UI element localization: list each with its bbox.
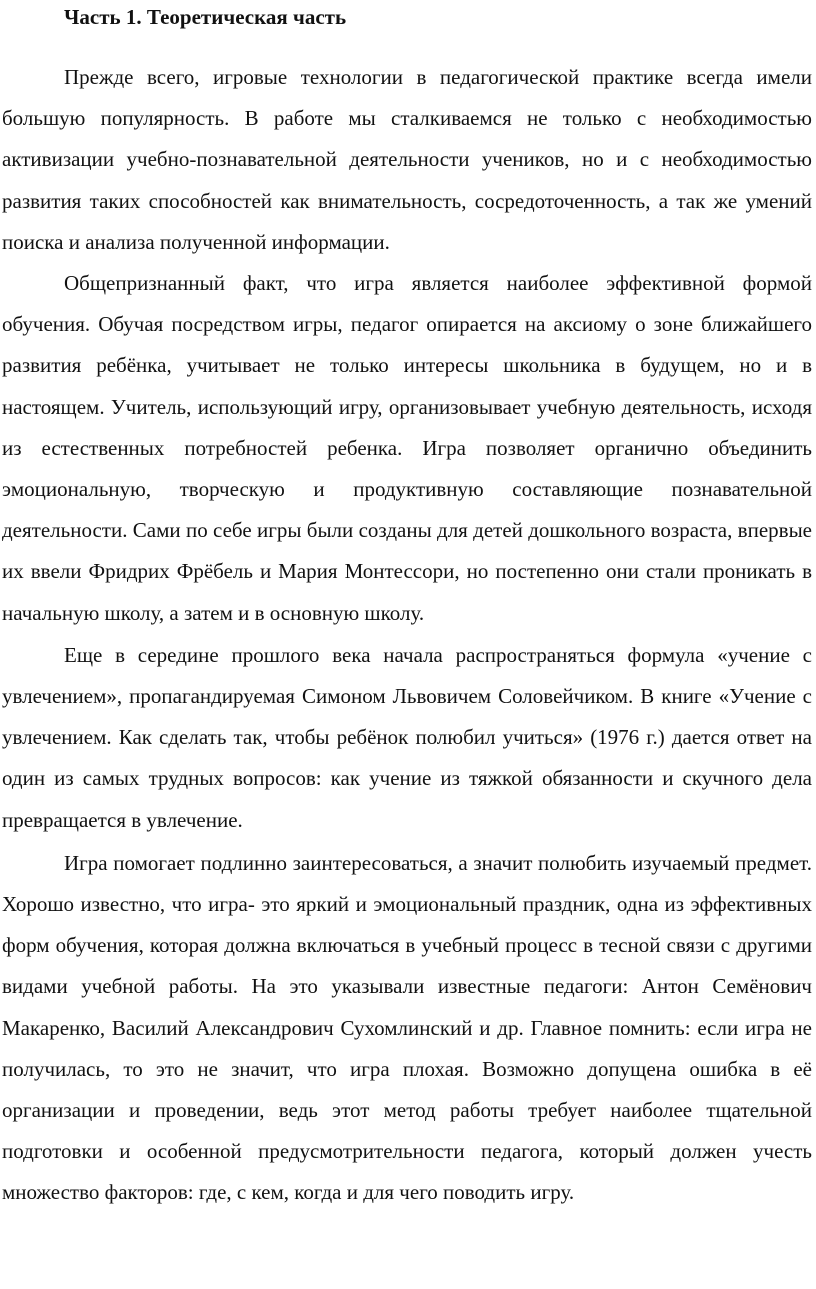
- paragraph-3: Еще в середине прошлого века начала распространяться формула «учение с увлечением», пропагандируемая Симоном Львовичем Соловейчиком. В книге «Учение с увлечением. Как сделать так, чтобы ребёнок полюбил учиться» (1976 г.) дается ответ на один из самых трудных вопросов: как учение из тяжкой обязанности и скучного дела превращается в увлечение.: [2, 642, 812, 832]
- paragraph-2: Общепризнанный факт, что игра является наиболее эффективной формой обучения. Обучая посредством игры, педагог опирается на аксиому о зоне ближайшего развития ребёнка, учитывает не только интересы школьника в будущем, но и в настоящем. Учитель, использующий игру, организовывает учебную деятельность, исходя из естественных потребностей ребенка. Игра позволяет органично объединить эмоциональную, творческую и продуктивную составляющие познавательной деятельности. Сами по себе игры были созданы для детей дошкольного возраста, впервые их ввели Фридрих Фрёбель и Мария Монтессори, но постепенно они стали проникать в начальную школу, а затем и в основную школу.: [2, 271, 812, 625]
- paragraph-1: Прежде всего, игровые технологии в педагогической практике всегда имели большую популярность. В работе мы сталкиваемся не только с необходимостью активизации учебно-познавательной деятельности учеников, но и с необходимостью развития таких способностей как внимательность, сосредоточенность, а так же умений поиска и анализа полученной информации.: [2, 65, 812, 254]
- paragraph-4: Игра помогает подлинно заинтересоваться, а значит полюбить изучаемый предмет. Хорошо известно, что игра- это яркий и эмоциональный праздник, одна из эффективных форм обучения, которая должна включаться в учебный процесс в тесной связи с другими видами учебной работы. На это указывали известные педагоги: Антон Семёнович Макаренко, Василий Александрович Сухомлинский и др. Главное помнить: если игра не получилась, то это не значит, что игра плохая. Возможно допущена ошибка в её организации и проведении, ведь этот метод работы требует наиболее тщательной подготовки и особенной предусмотрительности педагога, который должен учесть множество факторов: где, с кем, когда и для чего поводить игру.: [2, 850, 812, 1205]
- section-heading: Часть 1. Теоретическая часть: [64, 5, 347, 29]
